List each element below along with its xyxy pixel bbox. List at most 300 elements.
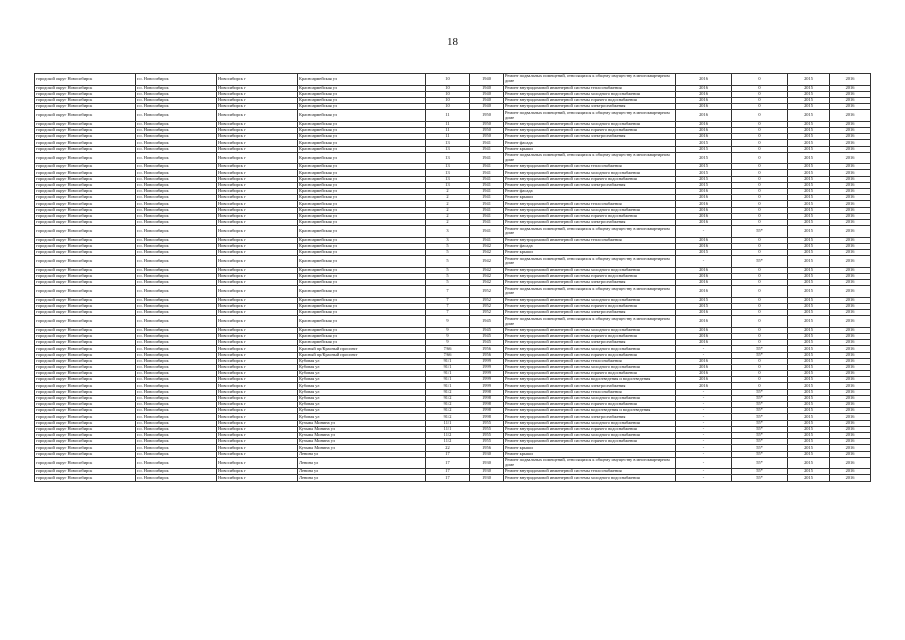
cell-amount: 0 (732, 170, 788, 176)
cell-plan_year: - (676, 395, 732, 401)
cell-locality: Новосибирск г (217, 267, 298, 273)
cell-year_from: 2015 (788, 188, 830, 194)
cell-plan_year: - (676, 457, 732, 469)
cell-street: Кузьмы Минина ул (298, 432, 426, 438)
table-row (35, 74, 871, 86)
cell-work: Ремонт крыши (504, 249, 676, 255)
cell-year_from: 2015 (788, 389, 830, 395)
cell-work: Ремонт внутридомовой инженерной системы электроснабжения (504, 383, 676, 389)
cell-municipality: городской округ Новосибирск (35, 297, 136, 303)
cell-house: 13 (426, 152, 470, 164)
cell-work: Ремонт внутридомовой инженерной системы горячего водоснабжения (504, 439, 676, 445)
cell-year: 1955 (470, 439, 504, 445)
cell-plan_year: - (676, 475, 732, 481)
cell-work: Ремонт внутридомовой инженерной системы теплоснабжения (504, 201, 676, 207)
table-row (35, 110, 871, 122)
cell-locality: Новосибирск г (217, 127, 298, 133)
cell-locality: Новосибирск г (217, 110, 298, 122)
cell-year: 1941 (470, 164, 504, 170)
cell-year_from: 2015 (788, 469, 830, 475)
cell-street: Красноармейская ул (298, 170, 426, 176)
cell-work: Ремонт внутридомовой инженерной системы холодного водоснабжения (504, 346, 676, 352)
cell-work: Ремонт подвальных помещений, относящихся к общему имуществу в многоквартирном доме (504, 316, 676, 328)
cell-settlement: г.о. Новосибирск (136, 267, 217, 273)
cell-amount: 0 (732, 219, 788, 225)
cell-year_to: 2016 (830, 280, 871, 286)
cell-year_to: 2016 (830, 237, 871, 243)
cell-street: Красноармейская ул (298, 176, 426, 182)
cell-year: 1940 (470, 104, 504, 110)
cell-municipality: городской округ Новосибирск (35, 127, 136, 133)
cell-amount: 0 (732, 303, 788, 309)
cell-street: Красноармейская ул (298, 140, 426, 146)
cell-settlement: г.о. Новосибирск (136, 445, 217, 451)
cell-locality: Новосибирск г (217, 346, 298, 352)
cell-work: Ремонт внутридомовой инженерной системы электроснабжения (504, 340, 676, 346)
cell-municipality: городской округ Новосибирск (35, 182, 136, 188)
cell-year_to: 2016 (830, 152, 871, 164)
cell-locality: Новосибирск г (217, 469, 298, 475)
cell-year: 1952 (470, 303, 504, 309)
cell-work: Ремонт внутридомовой инженерной системы теплоснабжения (504, 358, 676, 364)
cell-year_from: 2015 (788, 267, 830, 273)
cell-street: Красноармейская ул (298, 207, 426, 213)
cell-street: Кубовая ул (298, 408, 426, 414)
cell-plan_year: 2016 (676, 207, 732, 213)
cell-year_from: 2015 (788, 340, 830, 346)
cell-locality: Новосибирск г (217, 377, 298, 383)
cell-year_from: 2015 (788, 395, 830, 401)
cell-plan_year: 2016 (676, 327, 732, 333)
cell-year_to: 2016 (830, 377, 871, 383)
cell-year_from: 2015 (788, 182, 830, 188)
cell-year: 1956 (470, 445, 504, 451)
cell-street: Красноармейская ул (298, 164, 426, 170)
cell-year: 1999 (470, 371, 504, 377)
cell-house: 10 (426, 85, 470, 91)
cell-settlement: г.о. Новосибирск (136, 237, 217, 243)
cell-amount: 55* (732, 414, 788, 420)
cell-house: 9 (426, 340, 470, 346)
cell-municipality: городской округ Новосибирск (35, 267, 136, 273)
cell-settlement: г.о. Новосибирск (136, 439, 217, 445)
cell-municipality: городской округ Новосибирск (35, 85, 136, 91)
cell-locality: Новосибирск г (217, 475, 298, 481)
cell-municipality: городской округ Новосибирск (35, 237, 136, 243)
cell-municipality: городской округ Новосибирск (35, 408, 136, 414)
cell-year_from: 2015 (788, 377, 830, 383)
cell-house: 13 (426, 170, 470, 176)
table-row (35, 457, 871, 469)
cell-settlement: г.о. Новосибирск (136, 389, 217, 395)
cell-settlement: г.о. Новосибирск (136, 146, 217, 152)
cell-year_to: 2016 (830, 352, 871, 358)
cell-amount: 55* (732, 226, 788, 238)
cell-plan_year: 2015 (676, 182, 732, 188)
cell-plan_year: 2016 (676, 110, 732, 122)
cell-year_from: 2015 (788, 85, 830, 91)
cell-municipality: городской округ Новосибирск (35, 383, 136, 389)
cell-year: 1998 (470, 395, 504, 401)
cell-year_to: 2016 (830, 256, 871, 268)
cell-amount: 0 (732, 152, 788, 164)
cell-year_to: 2016 (830, 243, 871, 249)
cell-street: Красноармейская ул (298, 201, 426, 207)
cell-settlement: г.о. Новосибирск (136, 207, 217, 213)
cell-year: 1940 (470, 85, 504, 91)
cell-settlement: г.о. Новосибирск (136, 358, 217, 364)
cell-year: 1999 (470, 358, 504, 364)
cell-house: 91/1 (426, 377, 470, 383)
cell-amount: 0 (732, 358, 788, 364)
cell-settlement: г.о. Новосибирск (136, 74, 217, 86)
cell-work: Ремонт внутридомовой инженерной системы теплоснабжения (504, 164, 676, 170)
cell-locality: Новосибирск г (217, 91, 298, 97)
cell-street: Красноармейская ул (298, 213, 426, 219)
cell-amount: 0 (732, 207, 788, 213)
cell-plan_year: - (676, 469, 732, 475)
cell-work: Ремонт подвальных помещений, относящихся к общему имуществу в многоквартирном доме (504, 457, 676, 469)
cell-year: 1942 (470, 267, 504, 273)
cell-amount: 0 (732, 273, 788, 279)
cell-work: Ремонт внутридомовой инженерной системы холодного водоснабжения (504, 91, 676, 97)
cell-year_from: 2015 (788, 420, 830, 426)
cell-year_from: 2015 (788, 333, 830, 339)
cell-house: 91/1 (426, 364, 470, 370)
cell-house: 11 (426, 110, 470, 122)
cell-municipality: городской округ Новосибирск (35, 475, 136, 481)
cell-settlement: г.о. Новосибирск (136, 383, 217, 389)
cell-year_from: 2015 (788, 176, 830, 182)
cell-locality: Новосибирск г (217, 408, 298, 414)
cell-locality: Новосибирск г (217, 297, 298, 303)
cell-house: 91/1 (426, 371, 470, 377)
cell-house: 9 (426, 316, 470, 328)
cell-municipality: городской округ Новосибирск (35, 176, 136, 182)
cell-locality: Новосибирск г (217, 316, 298, 328)
cell-work: Ремонт подвальных помещений, относящихся к общему имуществу в многоквартирном доме (504, 152, 676, 164)
cell-settlement: г.о. Новосибирск (136, 432, 217, 438)
cell-locality: Новосибирск г (217, 104, 298, 110)
cell-year: 1930 (470, 457, 504, 469)
cell-municipality: городской округ Новосибирск (35, 226, 136, 238)
cell-locality: Новосибирск г (217, 195, 298, 201)
cell-house: 5 (426, 243, 470, 249)
cell-settlement: г.о. Новосибирск (136, 182, 217, 188)
cell-year_from: 2015 (788, 286, 830, 298)
cell-municipality: городской округ Новосибирск (35, 140, 136, 146)
cell-locality: Новосибирск г (217, 243, 298, 249)
cell-amount: 55* (732, 420, 788, 426)
cell-locality: Новосибирск г (217, 395, 298, 401)
cell-year: 1952 (470, 310, 504, 316)
cell-house: 17 (426, 475, 470, 481)
cell-amount: 0 (732, 310, 788, 316)
cell-street: Красноармейская ул (298, 127, 426, 133)
cell-locality: Новосибирск г (217, 188, 298, 194)
cell-year: 1940 (470, 97, 504, 103)
cell-settlement: г.о. Новосибирск (136, 188, 217, 194)
cell-year_from: 2015 (788, 213, 830, 219)
cell-amount: 0 (732, 140, 788, 146)
cell-year_to: 2016 (830, 439, 871, 445)
cell-locality: Новосибирск г (217, 140, 298, 146)
cell-plan_year: 2016 (676, 97, 732, 103)
cell-settlement: г.о. Новосибирск (136, 377, 217, 383)
cell-plan_year: 2015 (676, 176, 732, 182)
cell-plan_year: 2015 (676, 140, 732, 146)
cell-work: Ремонт внутридомовой инженерной системы электроснабжения (504, 310, 676, 316)
cell-locality: Новосибирск г (217, 249, 298, 255)
cell-plan_year: 2015 (676, 303, 732, 309)
cell-work: Ремонт внутридомовой инженерной системы горячего водоснабжения (504, 97, 676, 103)
cell-street: Красноармейская ул (298, 121, 426, 127)
cell-year: 1998 (470, 414, 504, 420)
cell-year_from: 2015 (788, 352, 830, 358)
cell-municipality: городской округ Новосибирск (35, 273, 136, 279)
cell-street: Красный пр/Красный проспект (298, 352, 426, 358)
repair-schedule-table (34, 73, 871, 482)
cell-amount: 0 (732, 182, 788, 188)
cell-year_from: 2015 (788, 195, 830, 201)
cell-year: 1940 (470, 91, 504, 97)
cell-work: Ремонт подвальных помещений, относящихся к общему имуществу в многоквартирном доме (504, 110, 676, 122)
cell-year: 1999 (470, 377, 504, 383)
cell-amount: 0 (732, 97, 788, 103)
cell-house: 11/2 (426, 439, 470, 445)
cell-street: Кузьмы Минина ул (298, 426, 426, 432)
cell-plan_year: 2015 (676, 152, 732, 164)
cell-street: Красноармейская ул (298, 273, 426, 279)
cell-settlement: г.о. Новосибирск (136, 310, 217, 316)
cell-year_to: 2016 (830, 346, 871, 352)
cell-year_from: 2015 (788, 273, 830, 279)
cell-year_to: 2016 (830, 219, 871, 225)
cell-year_from: 2015 (788, 152, 830, 164)
cell-year: 1955 (470, 420, 504, 426)
cell-settlement: г.о. Новосибирск (136, 475, 217, 481)
cell-municipality: городской округ Новосибирск (35, 310, 136, 316)
cell-locality: Новосибирск г (217, 451, 298, 457)
cell-plan_year: - (676, 389, 732, 395)
cell-year_from: 2015 (788, 297, 830, 303)
cell-house: 10 (426, 104, 470, 110)
cell-street: Красноармейская ул (298, 303, 426, 309)
cell-settlement: г.о. Новосибирск (136, 219, 217, 225)
cell-year_to: 2016 (830, 402, 871, 408)
cell-year_to: 2016 (830, 426, 871, 432)
cell-year_from: 2015 (788, 364, 830, 370)
cell-locality: Новосибирск г (217, 219, 298, 225)
cell-municipality: городской округ Новосибирск (35, 445, 136, 451)
cell-plan_year: 2016 (676, 383, 732, 389)
cell-locality: Новосибирск г (217, 310, 298, 316)
cell-year_to: 2016 (830, 333, 871, 339)
cell-plan_year: - (676, 226, 732, 238)
cell-year_from: 2015 (788, 303, 830, 309)
cell-street: Красноармейская ул (298, 110, 426, 122)
cell-plan_year: 2015 (676, 164, 732, 170)
cell-amount: 55* (732, 402, 788, 408)
cell-house: 17 (426, 451, 470, 457)
cell-house: 5 (426, 273, 470, 279)
cell-work: Ремонт внутридомовой инженерной системы горячего водоснабжения (504, 426, 676, 432)
cell-locality: Новосибирск г (217, 146, 298, 152)
cell-plan_year: - (676, 408, 732, 414)
cell-settlement: г.о. Новосибирск (136, 420, 217, 426)
cell-locality: Новосибирск г (217, 389, 298, 395)
cell-house: 17 (426, 457, 470, 469)
cell-street: Красноармейская ул (298, 226, 426, 238)
cell-year_from: 2015 (788, 110, 830, 122)
cell-house: 11 (426, 127, 470, 133)
cell-plan_year: - (676, 420, 732, 426)
cell-amount: 0 (732, 104, 788, 110)
cell-locality: Новосибирск г (217, 327, 298, 333)
cell-year: 1942 (470, 280, 504, 286)
cell-house: 7 (426, 297, 470, 303)
cell-house: 9 (426, 327, 470, 333)
cell-settlement: г.о. Новосибирск (136, 85, 217, 91)
cell-municipality: городской округ Новосибирск (35, 426, 136, 432)
cell-street: Ленина ул (298, 457, 426, 469)
cell-work: Ремонт внутридомовой инженерной системы горячего водоснабжения (504, 127, 676, 133)
cell-house: 11 (426, 121, 470, 127)
cell-locality: Новосибирск г (217, 402, 298, 408)
cell-locality: Новосибирск г (217, 333, 298, 339)
cell-plan_year: 2015 (676, 146, 732, 152)
cell-settlement: г.о. Новосибирск (136, 104, 217, 110)
cell-locality: Новосибирск г (217, 213, 298, 219)
cell-house: 11/1 (426, 426, 470, 432)
cell-plan_year: - (676, 439, 732, 445)
cell-year: 1942 (470, 273, 504, 279)
cell-year_to: 2016 (830, 364, 871, 370)
cell-settlement: г.о. Новосибирск (136, 140, 217, 146)
cell-street: Красноармейская ул (298, 280, 426, 286)
cell-amount: 55* (732, 475, 788, 481)
cell-street: Кузьмы Минина ул (298, 420, 426, 426)
cell-year_from: 2015 (788, 358, 830, 364)
cell-plan_year: 2016 (676, 91, 732, 97)
cell-settlement: г.о. Новосибирск (136, 469, 217, 475)
cell-year: 1941 (470, 201, 504, 207)
cell-work: Ремонт внутридомовой инженерной системы холодного водоснабжения (504, 121, 676, 127)
cell-year_to: 2016 (830, 146, 871, 152)
cell-year: 1941 (470, 146, 504, 152)
cell-locality: Новосибирск г (217, 383, 298, 389)
cell-municipality: городской округ Новосибирск (35, 402, 136, 408)
cell-year_from: 2015 (788, 207, 830, 213)
cell-street: Красноармейская ул (298, 97, 426, 103)
cell-house: 11/1 (426, 420, 470, 426)
cell-amount: 55* (732, 389, 788, 395)
cell-year_to: 2016 (830, 286, 871, 298)
cell-street: Красноармейская ул (298, 237, 426, 243)
cell-house: 11 (426, 134, 470, 140)
cell-municipality: городской округ Новосибирск (35, 316, 136, 328)
cell-year: 1930 (470, 451, 504, 457)
cell-year: 1930 (470, 469, 504, 475)
cell-street: Кубовая ул (298, 383, 426, 389)
cell-locality: Новосибирск г (217, 164, 298, 170)
cell-house: 3 (426, 226, 470, 238)
cell-street: Ленина ул (298, 451, 426, 457)
cell-house: 2 (426, 219, 470, 225)
cell-settlement: г.о. Новосибирск (136, 408, 217, 414)
cell-amount: 55* (732, 439, 788, 445)
cell-locality: Новосибирск г (217, 420, 298, 426)
cell-settlement: г.о. Новосибирск (136, 371, 217, 377)
cell-settlement: г.о. Новосибирск (136, 340, 217, 346)
cell-year_from: 2015 (788, 127, 830, 133)
table-row (35, 316, 871, 328)
cell-settlement: г.о. Новосибирск (136, 316, 217, 328)
cell-amount: 55* (732, 426, 788, 432)
cell-year_from: 2015 (788, 475, 830, 481)
cell-year_from: 2015 (788, 219, 830, 225)
cell-locality: Новосибирск г (217, 414, 298, 420)
cell-municipality: городской округ Новосибирск (35, 195, 136, 201)
cell-plan_year: 2015 (676, 297, 732, 303)
cell-work: Ремонт внутридомовой инженерной системы холодного водоснабжения (504, 364, 676, 370)
cell-year: 1955 (470, 432, 504, 438)
cell-plan_year: 2016 (676, 104, 732, 110)
cell-municipality: городской округ Новосибирск (35, 134, 136, 140)
cell-municipality: городской округ Новосибирск (35, 207, 136, 213)
cell-street: Красноармейская ул (298, 316, 426, 328)
cell-year_to: 2016 (830, 327, 871, 333)
cell-year_from: 2015 (788, 327, 830, 333)
cell-municipality: городской округ Новосибирск (35, 97, 136, 103)
cell-amount: 55* (732, 256, 788, 268)
cell-work: Ремонт внутридомовой инженерной системы холодного водоснабжения (504, 395, 676, 401)
cell-house: 91/2 (426, 402, 470, 408)
cell-settlement: г.о. Новосибирск (136, 426, 217, 432)
cell-settlement: г.о. Новосибирск (136, 402, 217, 408)
cell-settlement: г.о. Новосибирск (136, 195, 217, 201)
cell-work: Ремонт внутридомовой инженерной системы холодного водоснабжения (504, 420, 676, 426)
cell-settlement: г.о. Новосибирск (136, 110, 217, 122)
cell-settlement: г.о. Новосибирск (136, 280, 217, 286)
cell-plan_year: 2015 (676, 170, 732, 176)
cell-municipality: городской округ Новосибирск (35, 439, 136, 445)
cell-year: 1941 (470, 207, 504, 213)
cell-house: 17 (426, 469, 470, 475)
cell-amount: 0 (732, 164, 788, 170)
cell-year_from: 2015 (788, 371, 830, 377)
cell-municipality: городской округ Новосибирск (35, 146, 136, 152)
cell-year_to: 2016 (830, 121, 871, 127)
cell-settlement: г.о. Новосибирск (136, 91, 217, 97)
cell-year_to: 2016 (830, 127, 871, 133)
cell-plan_year: 2016 (676, 85, 732, 91)
cell-year_from: 2015 (788, 140, 830, 146)
table-row (35, 152, 871, 164)
cell-street: Кузьмы Минина ул (298, 445, 426, 451)
cell-municipality: городской округ Новосибирск (35, 104, 136, 110)
cell-plan_year: 2016 (676, 267, 732, 273)
cell-amount: 0 (732, 176, 788, 182)
cell-house: 13 (426, 164, 470, 170)
cell-municipality: городской округ Новосибирск (35, 327, 136, 333)
cell-house: 7/66 (426, 346, 470, 352)
cell-plan_year: - (676, 402, 732, 408)
cell-municipality: городской округ Новосибирск (35, 469, 136, 475)
cell-settlement: г.о. Новосибирск (136, 327, 217, 333)
cell-work: Ремонт фасада (504, 243, 676, 249)
cell-year_to: 2016 (830, 395, 871, 401)
